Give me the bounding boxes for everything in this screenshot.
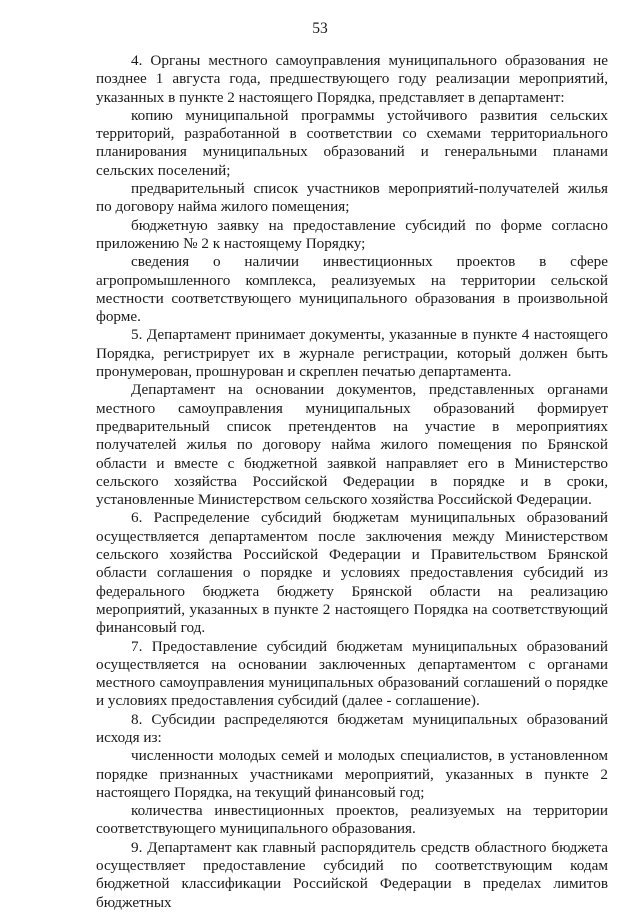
paragraph-4-intro: 4. Органы местного самоуправления муниципального образования не позднее 1 августа года, предшествующего году реализации мероприятий, указанных в пункте 2 настоящего Порядка, представляет в департамент: (96, 52, 608, 106)
paragraph-4-item-program-copy: копию муниципальной программы устойчивого развития сельских территорий, разработанной в соответствии со схемами территориального планирования муниципальных образований и генеральными планами сельских поселений; (96, 106, 608, 179)
paragraph-6: 6. Распределение субсидий бюджетам муниципальных образований осуществляется департаментом после заключения между Министерством сельского хозяйства Российской Федерации и Правительством Брянской области соглашения о порядке и условиях предоставления субсидий из федерального бюджета бюджету Брянской области на реализацию мероприятий, указанных в пункте 2 настоящего Порядка на соответствующий финансовый год. (96, 509, 608, 637)
page-number: 53 (312, 20, 328, 37)
document-body (96, 52, 608, 912)
paragraph-8-item-projects: количества инвестиционных проектов, реализуемых на территории соответствующего муниципального образования. (96, 802, 608, 838)
paragraph-8-intro: 8. Субсидии распределяются бюджетам муниципальных образований исходя из: (96, 710, 608, 746)
paragraph-8-item-families: численности молодых семей и молодых специалистов, в установленном порядке признанных участниками мероприятий, указанных в пункте 2 настоящего Порядка, на текущий финансовый год; (96, 747, 608, 801)
paragraph-4-item-budget-request: бюджетную заявку на предоставление субсидий по форме согласно приложению № 2 к настоящему Порядку; (96, 216, 608, 252)
paragraph-4-item-investment-info: сведения о наличии инвестиционных проектов в сфере агропромышленного комплекса, реализуемых на территории сельской местности соответствующего муниципального образования в произвольной форме. (96, 253, 608, 326)
paragraph-4-item-participants-list: предварительный список участников мероприятий-получателей жилья по договору найма жилого помещения; (96, 180, 608, 216)
paragraph-9: 9. Департамент как главный распорядитель средств областного бюджета осуществляет предоставление субсидий по соответствующим кодам бюджетной классификации Российской Федерации в пределах лимитов бюджетных (96, 838, 608, 911)
paragraph-5-continued: Департамент на основании документов, представленных органами местного самоуправления муниципальных образований формирует предварительный список претендентов на участие в мероприятиях получателей жилья по договору найма жилого помещения по Брянской области и вместе с бюджетной заявкой направляет его в Министерство сельского хозяйства Российской Федерации в порядке и в сроки, установленные Министерством сельского хозяйства Российской Федерации. (96, 381, 608, 509)
paragraph-7: 7. Предоставление субсидий бюджетам муниципальных образований осуществляется на основании заключенных департаментом с органами местного самоуправления муниципальных образований соглашений о порядке и условиях предоставления субсидий (далее - соглашение). (96, 637, 608, 710)
paragraph-5: 5. Департамент принимает документы, указанные в пункте 4 настоящего Порядка, регистрирует их в журнале регистрации, который должен быть пронумерован, прошнурован и скреплен печатью департамента. (96, 326, 608, 381)
